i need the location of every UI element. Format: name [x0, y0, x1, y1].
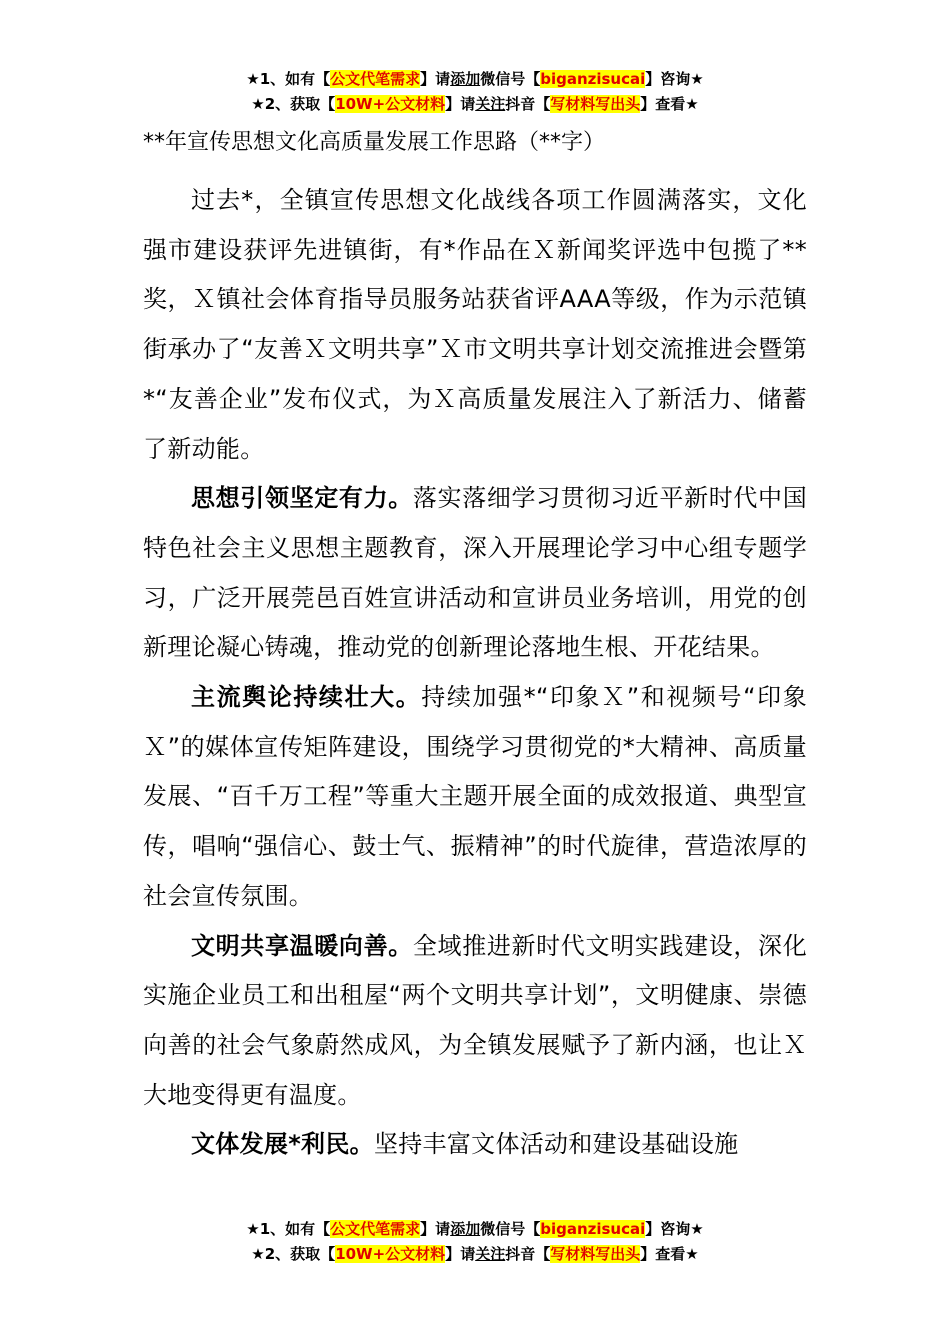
highlight-materials: 10W+公文材料 — [335, 95, 446, 113]
document-title: **年宣传思想文化高质量发展工作思路（**字） — [143, 130, 606, 155]
wechat-id: biganzisucai — [540, 70, 646, 88]
section-heading: 主流舆论持续壮大。 — [191, 683, 422, 712]
section-paragraph: 文体发展*利民。坚持丰富文体活动和建设基础设施 — [191, 1130, 739, 1159]
top-banner-line2: ★2、获取【10W+公文材料】请关注抖音【写材料写出头】查看★ — [251, 95, 699, 113]
wechat-id: biganzisucai — [540, 1220, 646, 1238]
douyin-id: 写材料写出头 — [550, 1245, 641, 1263]
section-paragraph: 主流舆论持续壮大。持续加强*“印象Ｘ”和视频号“印象Ｘ”的媒体宣传矩阵建设，围绕学习贯彻党的*大精神、高质量发展、“百千万工程”等重大主题开展全面的成效报道、典型宣传，唱响“强信心、鼓士气、振精神”的时代旋律，营造浓厚的社会宣传氛围。 — [143, 683, 808, 910]
section-heading: 文体发展*利民。 — [191, 1130, 374, 1159]
section-paragraph: 文明共享温暖向善。全域推进新时代文明实践建设，深化实施企业员工和出租屋“两个文明共享计划”，文明健康、崇德向善的社会气象蔚然成风，为全镇发展赋予了新内涵，也让Ｘ大地变得更有温度。 — [143, 931, 807, 1109]
section-paragraph: 思想引领坚定有力。落实落细学习贯彻习近平新时代中国特色社会主义思想主题教育，深入开展理论学习中心组专题学习，广泛开展莞邑百姓宣讲活动和宣讲员业务培训，用党的创新理论凝心铸魂，推动党的创新理论落地生根、开花结果。 — [143, 484, 807, 662]
douyin-id: 写材料写出头 — [550, 95, 641, 113]
bottom-banner-line1: ★1、如有【公文代笔需求】请添加微信号【biganzisucai】咨询★ — [246, 1220, 704, 1238]
bottom-banner-line2: ★2、获取【10W+公文材料】请关注抖音【写材料写出头】查看★ — [251, 1245, 699, 1263]
highlight-service: 公文代笔需求 — [330, 1220, 421, 1238]
section-heading: 思想引领坚定有力。 — [191, 484, 413, 513]
highlight-service: 公文代笔需求 — [330, 70, 421, 88]
document-body — [143, 128, 807, 1170]
intro-paragraph: 过去*，全镇宣传思想文化战线各项工作圆满落实，文化强市建设获评先进镇街，有*作品在Ｘ新闻奖评选中包揽了**奖，Ｘ镇社会体育指导员服务站获省评AAA等级，作为示范镇街承办了“友善Ｘ文明共享”Ｘ市文明共享计划交流推进会暨第*“友善企业”发布仪式，为Ｘ高质量发展注入了新活力、储蓄了新动能。 — [143, 186, 807, 463]
section-heading: 文明共享温暖向善。 — [191, 931, 413, 960]
highlight-materials: 10W+公文材料 — [335, 1245, 446, 1263]
top-banner-line1: ★1、如有【公文代笔需求】请添加微信号【biganzisucai】咨询★ — [246, 70, 704, 88]
